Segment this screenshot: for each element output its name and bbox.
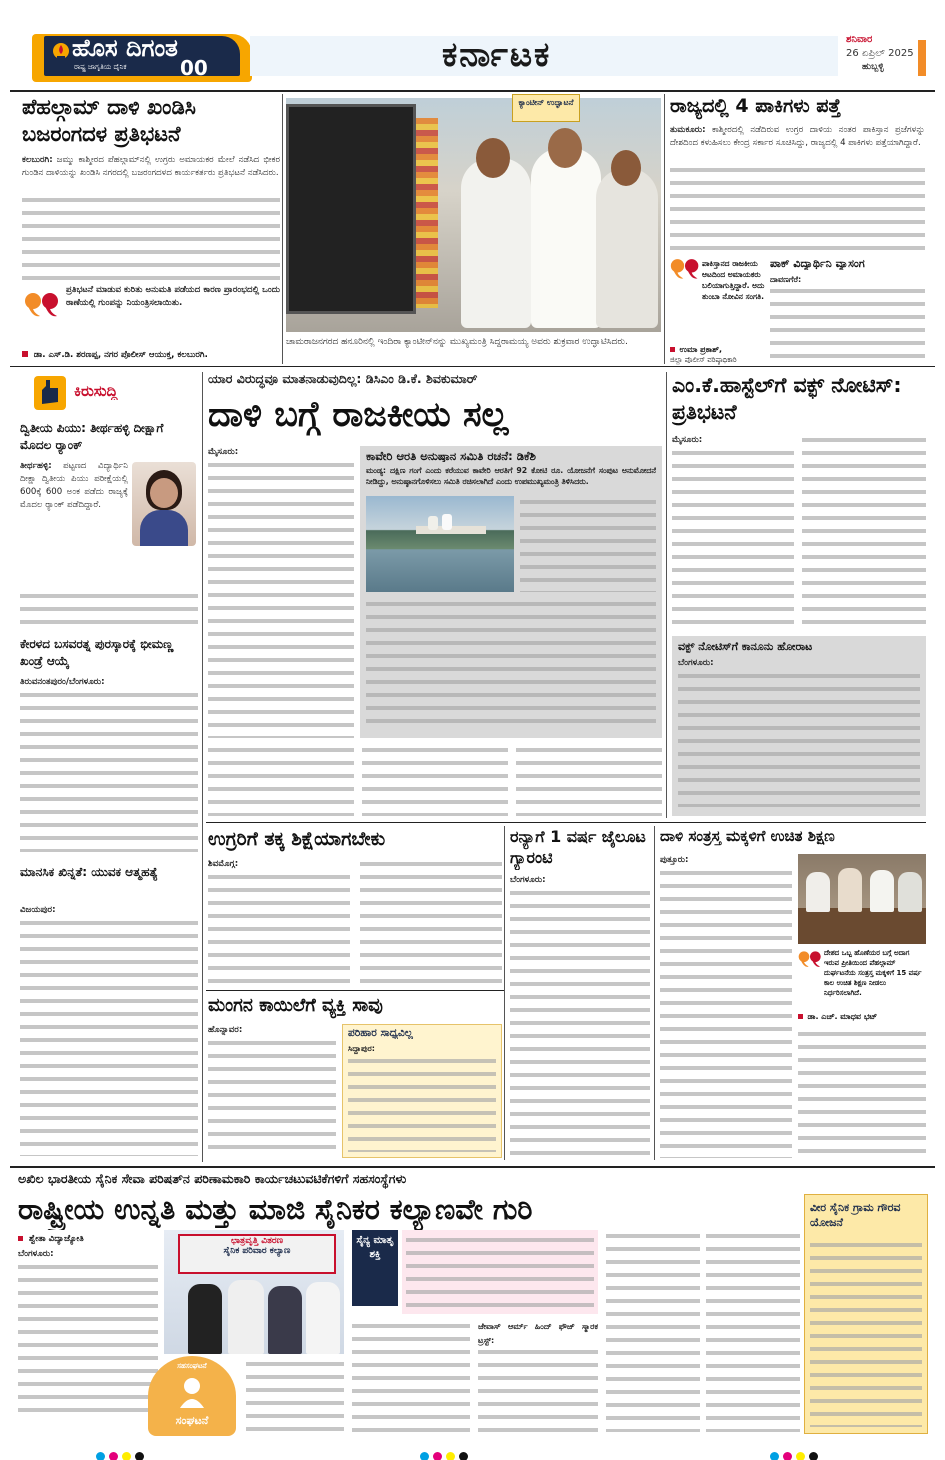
- kirusuddi-item-3: [20, 864, 198, 1160]
- story-dateline: ಮೈಸೂರು:: [672, 435, 703, 445]
- story-headline: ರಾಷ್ಟ್ರೀಯ ಉನ್ನತಿ ಮತ್ತು ಮಾಜಿ ಸೈನಿಕರ ಕಲ್ಯಾಣವೇ ಗುರಿ: [18, 1193, 533, 1226]
- story-ugra: [208, 826, 502, 986]
- story-body-col-2: [246, 1358, 344, 1432]
- masthead-logo: ಹೊಸ ದಿಗಂತ: [72, 36, 178, 62]
- sub-dateline: ಬೆಂಗಳೂರು:: [678, 657, 714, 668]
- monkey-box: [342, 1024, 502, 1158]
- story-dateline: ಮೈಸೂರು:: [208, 447, 239, 457]
- story-body-col-4: [606, 1230, 800, 1432]
- square-bullet-icon: [670, 347, 675, 352]
- sub-story-body: [770, 273, 925, 367]
- sub-lead-text: ದಕ್ಷಿಣ ಗಂಗೆ ಎಂದು ಕರೆಯುವ ಕಾವೇರಿ ಆರತಿಗೆ 92 ಕೋಟಿ ರೂ. ಯೋಜನೆಗೆ ಸಂಪುಟ ಅನುಮೋದನೆ ನೀಡಿದ್ದು, ಅನುಷ್ಠಾನಗೊಳಿಸಲು ಸಮಿತಿ ರಚಿಸಲಾಗಿದೆ ಎಂದು ಉಪಮುಖ್ಯಮಂತ್ರಿ ತಿಳಿಸಿದರು.: [366, 466, 656, 487]
- item-dateline: ವಿಜಯಪುರ:: [20, 905, 56, 915]
- quote-author: [22, 350, 280, 360]
- kirusuddi-item-2: [20, 636, 198, 856]
- emblem-text: ಸಂಘಟನೆ: [175, 1414, 209, 1427]
- masthead-page-number: 00: [180, 58, 208, 79]
- quote-author: [670, 344, 722, 355]
- plaque-image: [286, 104, 416, 314]
- story-headline: ಪೆಹಲ್ಗಾಮ್ ದಾಳಿ ಖಂಡಿಸಿ ಬಜರಂಗದಳ ಪ್ರತಿಭಟನೆ: [22, 95, 196, 146]
- story-dateline: ಬೆಂಗಳೂರು:: [18, 1249, 54, 1259]
- photo-caption: ಚಾಮರಾಜನಗರದ ಹನೂರಿನಲ್ಲಿ ಇಂದಿರಾ ಕ್ಯಾಂಟೀನ್‌ನನ್ನು ಮುಖ್ಯಮಂತ್ರಿ ಸಿದ್ದರಾಮಯ್ಯ ಅವರು ಶುಕ್ರವಾರ ಉದ್ಘಾಟಿಸಿದರು.: [286, 337, 628, 347]
- story-body: [208, 858, 502, 984]
- registration-marks-center: [420, 1446, 472, 1460]
- story-dateline: ಹೊನ್ನಾವರ:: [208, 1025, 243, 1035]
- story-body: [22, 154, 280, 284]
- story-byline: [18, 1234, 84, 1244]
- story-dateline: ಕಲಬುರಗಿ:: [22, 155, 53, 165]
- quote-mark-icon: [798, 950, 822, 970]
- masthead-city: ಹುಬ್ಬಳ್ಳಿ: [862, 62, 884, 72]
- box-body: [348, 1042, 496, 1152]
- story-body-col-3: [352, 1320, 598, 1432]
- story-lead: ಜಮ್ಮು ಕಾಶ್ಮೀರದ ಪೆಹಲ್ಗಾಮ್‌ನಲ್ಲಿ ಉಗ್ರರು ಅಮಾಯಕರ ಮೇಲೆ ನಡೆಸಿದ ಭೀಕರ ಗುಂಡಿನ ದಾಳಿಯನ್ನು ಖಂಡಿಸಿ ನಗರದಲ್ಲಿ ಬಜರಂಗದಳದ ಕಾರ್ಯಕರ್ತರು ಪ್ರತಿಭಟನೆ ನಡೆಸಿದರು.: [22, 155, 280, 178]
- sub-headline: ವಕ್ಫ್ ನೋಟಿಸ್‌ಗೆ ಕಾನೂನು ಹೋರಾಟ: [678, 641, 813, 653]
- story-monkey: [208, 994, 502, 1160]
- quote-mark-icon: [24, 292, 60, 320]
- quote-author-name: ಉಮಾ ಪ್ರಕಾಶ್,: [679, 345, 723, 354]
- square-bullet-icon: [22, 351, 28, 357]
- box-title: ವೀರ ಸೈನಿಕ ಗ್ರಾಮ ಗೌರವ ಯೋಜನೆ: [810, 1201, 901, 1229]
- story-headline: ರಾಜ್ಯದಲ್ಲಿ 4 ಪಾಕಿಗಳು ಪತ್ತೆ: [670, 95, 841, 117]
- story-headline: ಎಂ.ಕೆ.ಹಾಸ್ಟೆಲ್‌ಗೆ ವಕ್ಫ್ ನೋಟಿಸ್: ಪ್ರತಿಭಟನೆ: [672, 373, 902, 424]
- kirusuddi-label: ಕಿರುಸುದ್ದಿ: [74, 384, 118, 400]
- soldier-icon: [174, 1374, 210, 1410]
- story-headline: ಮಂಗನ ಕಾಯಿಲೆಗೆ ವ್ಯಕ್ತಿ ಸಾವು: [208, 995, 383, 1016]
- banner-line-2: ಸೈನಿಕ ಪರಿವಾರ ಕಲ್ಯಾಣ: [223, 1246, 291, 1256]
- box-dateline: ಸಿದ್ದಾಪುರ:: [348, 1044, 375, 1054]
- story-body: [660, 854, 792, 954]
- masthead-logo-tagline: ರಾಷ್ಟ್ರ ಜಾಗೃತಿಯ ದೈನಿಕ: [74, 63, 127, 71]
- story-dateline: ಪುತ್ತೂರು:: [660, 855, 689, 865]
- story-body: [672, 434, 926, 630]
- kaveri-sub-story: [360, 446, 662, 738]
- story-body-col-2: [208, 744, 662, 816]
- kaveri-photo: [366, 496, 514, 592]
- student-photo: [132, 462, 196, 546]
- sainik-photo: [164, 1230, 344, 1354]
- item-body: [20, 676, 198, 852]
- story-dateline: ತುಮಕೂರು:: [670, 125, 706, 135]
- story-headline: ರನ್ಯಾಗೆ 1 ವರ್ಷ ಜೈಲೂಟ ಗ್ಯಾರಂಟಿ: [510, 827, 646, 867]
- item-headline: ಮಾನಸಿಕ ಖಿನ್ನತೆ: ಯುವಕ ಆತ್ಮಹತ್ಯೆ: [20, 865, 158, 879]
- byline-text: ಶ್ವೇತಾ ವಿದ್ಯಾಜ್ಯೋತಿ: [29, 1234, 84, 1244]
- story-kicker: ಯಾರ ವಿರುದ್ಧವೂ ಮಾತನಾಡುವುದಿಲ್ಲ: ಡಿಸಿಎಂ ಡಿ.ಕೆ. ಶಿವಕುಮಾರ್: [208, 372, 478, 386]
- banner: [178, 1234, 336, 1274]
- kirusuddi-item-1: [20, 420, 198, 630]
- item-body: [20, 460, 128, 588]
- story-headline: ದಾಳಿ ಸಂತ್ರಸ್ತ ಮಕ್ಕಳಿಗೆ ಉಚಿತ ಶಿಕ್ಷಣ: [660, 827, 835, 845]
- story-lead: ಕಾಶ್ಮೀರದಲ್ಲಿ ನಡೆದಿರುವ ಉಗ್ರರ ದಾಳಿಯ ನಂತರ ಪಾಕಿಸ್ತಾನ ಪ್ರಜೆಗಳನ್ನು ದೇಶದಿಂದ ಕಳುಹಿಸಲು ಕೇಂದ್ರ ಸರ್ಕಾರ ಸೂಚಿಸಿದ್ದು, ರಾಜ್ಯದಲ್ಲಿ 4 ಪಾಕಿಗಳು ಪತ್ತೆಯಾಗಿದ್ದಾರೆ.: [670, 125, 925, 148]
- story-edu: [660, 826, 926, 1160]
- story-kicker: ಅಖಿಲ ಭಾರತೀಯ ಸೈನಿಕ ಸೇವಾ ಪರಿಷತ್‌ನ ಪರಿಣಾಮಕಾರಿ ಕಾರ್ಯಚಟುವಟಿಕೆಗಳಿಗೆ ಸಹಸಂಸ್ಥೆಗಳು: [18, 1172, 407, 1186]
- story-dateline: ಬೆಂಗಳೂರು:: [510, 875, 546, 885]
- story-ration: [510, 826, 650, 1160]
- registration-marks-right: [770, 1446, 822, 1460]
- sub-dateline: ಜೇವಾಸ್ ಆರ್ಮ್ ಹಿಂದ್ ಫೌಜ್ ಸ್ಮಾರಕ ಟ್ರಸ್ಟ್:: [478, 1322, 598, 1345]
- edu-quote-box: [798, 948, 926, 1024]
- lamp-icon: [52, 42, 70, 62]
- quote-text: ದೇಶದ ಒಬ್ಬ ಹೊಣೆಯರ ಬಗ್ಗೆ ಅದಾಗ ಇರುವ ಪ್ರೀತಿಯಿಂದ ಪೆಹಲ್ಗಾಮ್ ದುರ್ಘಟನೆಯ ಸಂತ್ರಸ್ತ ಮಕ್ಕಳಿಗೆ 15 ವರ್ಷ ಕಾಲ ಉಚಿತ ಶಿಕ್ಷಣ ನೀಡಲು ನಿರ್ಧರಿಸಲಾಗಿದೆ.: [824, 949, 922, 997]
- person-figure-3: [596, 168, 658, 328]
- story-body: [510, 874, 650, 1156]
- quote-text: ಪ್ರತಿಭಟನೆ ಮಾಡುವ ಕುರಿತು ಅನುಮತಿ ಪಡೆಯದ ಕಾರಣ ಪ್ರಾರಂಭದಲ್ಲಿ ಒಂದು ಠಾಣೆಯಲ್ಲಿ ಗುಂಪನ್ನು ನಿಯಂತ್ರಿಸಲಾಯಿತು.: [66, 285, 280, 308]
- masthead: [10, 30, 935, 88]
- kirusuddi-column: [20, 372, 198, 1162]
- kicker-badge: [512, 94, 580, 122]
- registration-marks-left: [96, 1446, 148, 1460]
- item-dateline: ತಿರುವನಂತಪುರಂ/ಬೆಂಗಳೂರು:: [20, 677, 105, 687]
- banner-line-1: ಛಾತ್ರವೃತ್ತಿ ವಿತರಣ: [231, 1236, 283, 1246]
- veera-sainik-box: [804, 1194, 928, 1434]
- quote-author: [798, 1012, 877, 1022]
- person-figure-2: [531, 148, 601, 328]
- sub-dateline: ಮಂಡ್ಯ:: [366, 466, 387, 476]
- sainik-side-label: [352, 1230, 398, 1306]
- item-headline: ದ್ವಿತೀಯ ಪಿಯು: ತೀರ್ಥಹಳ್ಳಿ ದೀಕ್ಷಾಗೆ ಮೊದಲ ರ‍್ಯಾಂಕ್: [20, 421, 164, 452]
- square-bullet-icon: [798, 1014, 803, 1019]
- pakis-quote-box: [670, 258, 766, 364]
- box-title: ಪರಿಹಾರ ಸಾಧ್ಯವಿಲ್ಲ: [348, 1028, 413, 1039]
- emblem-top-text: ಸಹಸಂಘಟನೆ: [177, 1362, 207, 1370]
- sub-headline: ಪಾಕ್ ವಿದ್ಯಾರ್ಥಿನಿ ವ್ಯಾಸಂಗ: [770, 258, 865, 270]
- square-bullet-icon: [18, 1236, 23, 1241]
- item-lead: ಪಟ್ಟಣದ ವಿದ್ಯಾರ್ಥಿನಿ ದೀಕ್ಷಾ ದ್ವಿತೀಯ ಪಿಯು ಪರೀಕ್ಷೆಯಲ್ಲಿ 600ಕ್ಕೆ 600 ಅಂಕ ಪಡೆದು ರಾಜ್ಯಕ್ಕೆ ಮೊದಲ ರ‍್ಯಾಂಕ್ ಪಡೆದಿದ್ದಾರೆ.: [20, 461, 128, 510]
- edu-photo: [798, 854, 926, 944]
- canteen-photo: [286, 98, 661, 332]
- side-label-text: ಸೈನ್ಯ ಮಾತೃ ಶಕ್ತಿ: [356, 1235, 394, 1260]
- sub-dateline: ದಾವಣಗೆರೆ:: [770, 274, 802, 284]
- person-figure-1: [461, 158, 531, 328]
- story-body-col-1: [208, 446, 354, 738]
- sub-headline: ಕಾವೇರಿ ಆರತಿ ಅನುಷ್ಠಾನ ಸಮಿತಿ ರಚನೆ: ಡಿಕೆಶಿ: [366, 450, 536, 463]
- story-body: [208, 1024, 336, 1154]
- story-bajarangadal: [22, 94, 280, 362]
- quote-author-name: ಡಾ. ಎಚ್. ಮಾಧವ ಭಟ್: [807, 1012, 878, 1021]
- item-headline: ಕೇರಳದ ಬಸವರತ್ನ ಪುರಸ್ಕಾರಕ್ಕೆ ಭೀಮಣ್ಣ ಖಂಡ್ರೆ ಆಯ್ಕೆ: [20, 637, 174, 668]
- masthead-edge-mark: [918, 40, 926, 76]
- story-dkshi: [208, 372, 662, 818]
- sainik-emblem: [144, 1356, 240, 1436]
- sainik-pink-box: [402, 1230, 598, 1314]
- story-pakis: [670, 94, 925, 366]
- story-dateline: ಶಿವಮೊಗ್ಗ:: [208, 859, 239, 869]
- item-dateline: ತೀರ್ಥಹಳ್ಳಿ:: [20, 461, 52, 471]
- kirusuddi-header: [20, 372, 198, 416]
- story-sainik: [18, 1172, 928, 1442]
- masthead-section-title: ಕರ್ನಾಟಕ: [442, 38, 552, 74]
- quote-text: ಪಾಕಿಸ್ತಾನದ ರಾಜಕೀಯ ಆಟದಿಂದ ಅಮಾಯಕರು ಬಲಿಯಾಗುತ್ತಿದ್ದಾರೆ. ಅದು ತುಂಬಾ ನೋವಿನ ಸಂಗತಿ.: [702, 259, 765, 301]
- quote-author-role: ಜಿಲ್ಲಾ ಪೊಲೀಸ್ ವರಿಷ್ಠಾಧಿಕಾರಿ: [670, 356, 737, 364]
- masthead-day: ಶನಿವಾರ: [846, 34, 873, 45]
- masthead-date: 26 ಏಪ್ರಿಲ್ 2025: [846, 48, 914, 59]
- sub-story-body: [678, 657, 920, 807]
- story-headline: ದಾಳಿ ಬಗ್ಗೆ ರಾಜಕೀಯ ಸಲ್ಲ: [208, 395, 509, 435]
- story-headline: ಉಗ್ರರಿಗೆ ತಕ್ಕ ಶಿಕ್ಷೆಯಾಗಬೇಕು: [208, 828, 386, 850]
- story-body-col-1: [18, 1248, 158, 1418]
- item-body: [20, 904, 198, 1156]
- story-canteen: [286, 94, 661, 364]
- story-waqf: [672, 372, 926, 818]
- quote-author-name: ಡಾ. ಎಸ್.ಡಿ. ಶರಣಪ್ಪ, ನಗರ ಪೊಲೀಸ್ ಆಯುಕ್ತ, ಕಲಬುರಗಿ.: [33, 350, 208, 360]
- quote-mark-icon: [670, 258, 700, 282]
- pakis-sub-story: [770, 258, 925, 364]
- kicker-text: ಕ್ಯಾಂಟೀನ್ ಉದ್ಘಾಟನೆ: [518, 98, 574, 107]
- hand-icon: [34, 376, 66, 410]
- waqf-sub-story: [672, 636, 926, 816]
- sub-lead: [366, 465, 656, 493]
- story-body: [670, 124, 925, 254]
- quote-box: [22, 284, 280, 348]
